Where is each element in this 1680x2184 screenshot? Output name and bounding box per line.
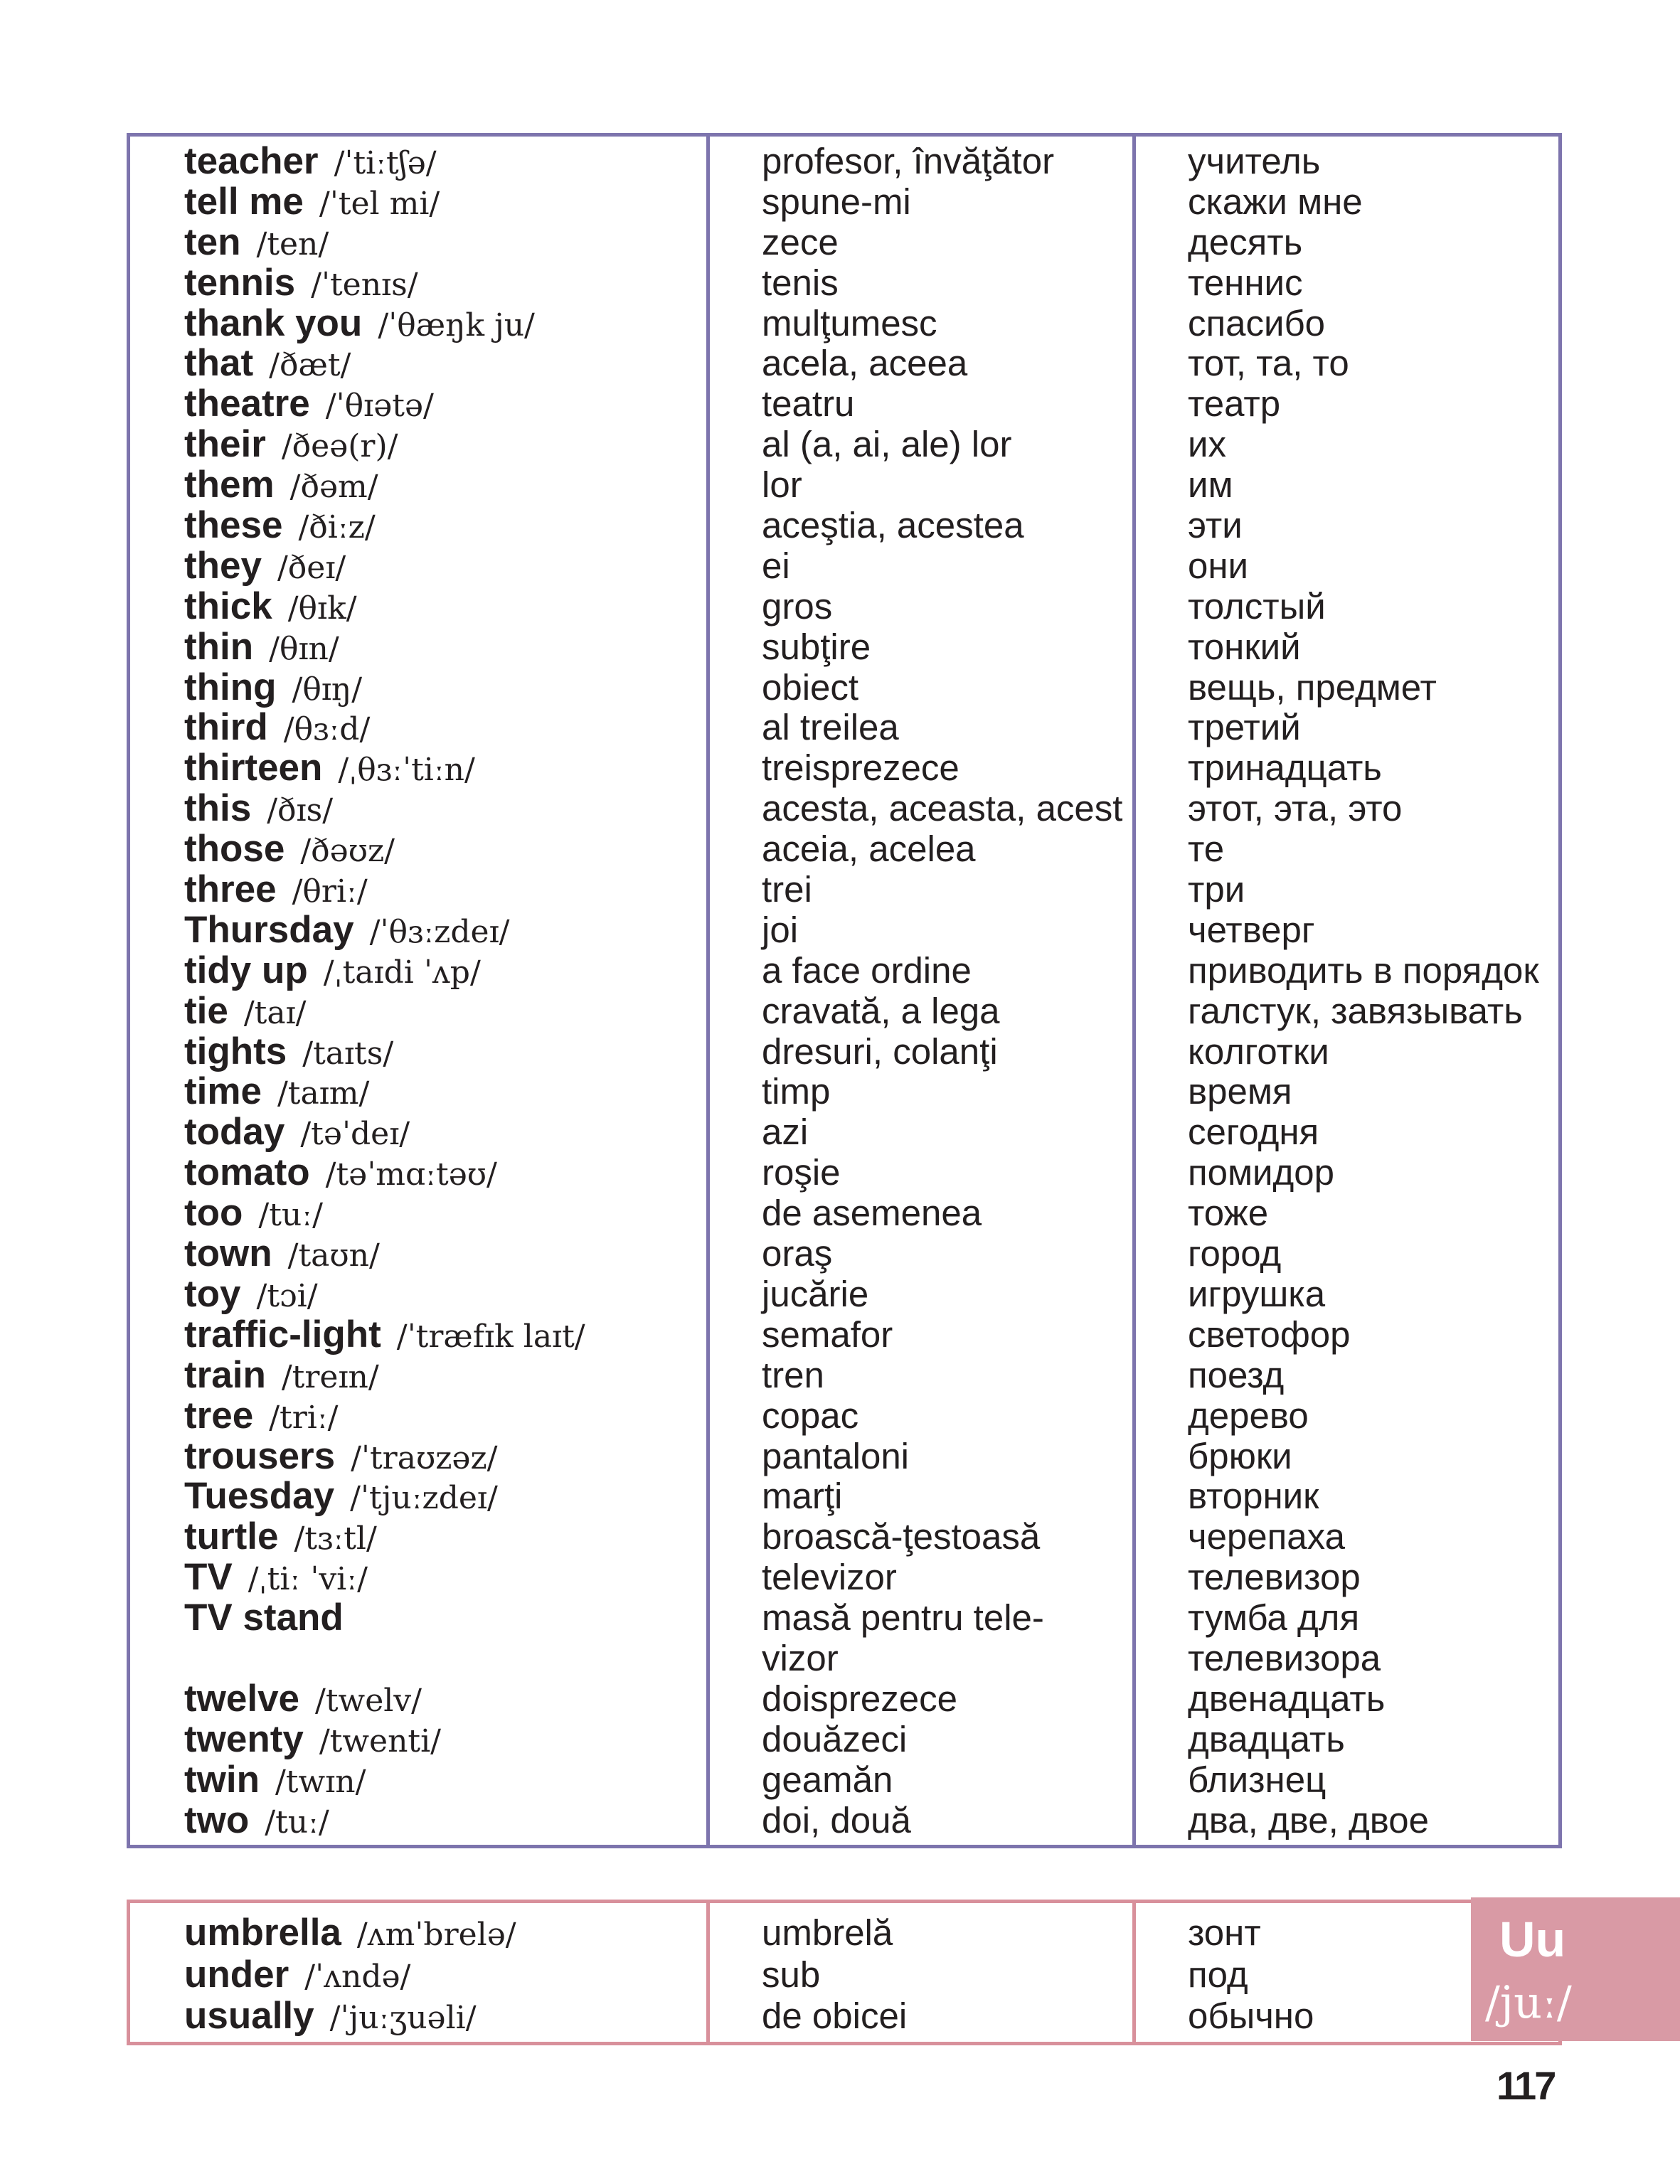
english-word: theatre <box>184 383 310 425</box>
russian-translation: черепаха <box>1188 1516 1345 1557</box>
romanian-translation: teatru <box>762 383 855 425</box>
entry-line <box>184 1912 706 1954</box>
english-word: thin <box>184 625 254 668</box>
romanian-translation: lor <box>762 464 802 506</box>
entry-line <box>184 1072 706 1112</box>
russian-translation: третий <box>1188 707 1301 748</box>
entry-line <box>184 1996 706 2037</box>
romanian-translation: televizor <box>762 1557 897 1598</box>
russian-translation: два, две, двое <box>1188 1799 1429 1841</box>
english-word: thank you <box>184 302 363 344</box>
russian-translation: тоже <box>1188 1193 1269 1234</box>
romanian-translation: umbrelă <box>762 1912 893 1953</box>
romanian-translation: subţire <box>762 626 871 667</box>
russian-translation: эти <box>1188 505 1243 546</box>
romanian-translation: broască-ţestoasă <box>762 1516 1041 1557</box>
ipa-transcription: /ðeə(r)/ <box>281 428 398 465</box>
russian-translation: их <box>1188 424 1226 465</box>
romanian-translation: aceia, acelea <box>762 829 976 870</box>
russian-translation: помидор <box>1188 1152 1335 1193</box>
ipa-transcription: /ˌtaɪdi ˈʌp/ <box>323 954 481 991</box>
english-word: those <box>184 828 285 870</box>
ipa-transcription: /θɪn/ <box>269 630 339 667</box>
entry-line <box>184 263 706 304</box>
romanian-translation: roşie <box>762 1152 841 1193</box>
entry-line <box>184 748 706 789</box>
romanian-translation: al treilea <box>762 707 899 748</box>
romanian-translation: jucărie <box>762 1273 869 1314</box>
entry-line <box>184 1234 706 1274</box>
romanian-translation: ei <box>762 545 790 586</box>
romanian-translation: doi, două <box>762 1799 911 1841</box>
romanian-translation: a face ordine <box>762 949 972 991</box>
entry-line <box>184 384 706 425</box>
russian-translation: телевизор <box>1188 1557 1361 1598</box>
english-word: that <box>184 342 254 385</box>
english-column <box>129 1902 708 2044</box>
english-word: under <box>184 1953 289 1996</box>
entry-line <box>184 182 706 223</box>
russian-translation: скажи мне <box>1188 181 1363 222</box>
ipa-transcription: /twɪn/ <box>275 1763 366 1800</box>
entry-line <box>184 708 706 748</box>
romanian-translation: azi <box>762 1112 809 1153</box>
english-word: time <box>184 1070 262 1113</box>
romanian-translation: dresuri, colanţi <box>762 1030 998 1072</box>
romanian-translation: obiect <box>762 666 859 708</box>
romanian-translation: aceştia, acestea <box>762 505 1024 546</box>
ipa-transcription: /ðeɪ/ <box>277 549 346 586</box>
entry-line <box>184 142 706 182</box>
russian-translation: под <box>1188 1954 1248 1995</box>
romanian-translation: cravată, a lega <box>762 990 1000 1031</box>
english-word: toy <box>184 1272 241 1315</box>
vocabulary-table-t <box>127 133 1562 1848</box>
ipa-transcription: /taɪ/ <box>243 994 307 1031</box>
romanian-translation: mulţumesc <box>762 302 937 343</box>
entry-line <box>184 1112 706 1153</box>
russian-translation: зонт <box>1188 1912 1261 1953</box>
entry-line <box>184 668 706 708</box>
english-word: these <box>184 504 283 547</box>
ipa-transcription: /təˈmɑːtəʊ/ <box>325 1156 497 1193</box>
russian-translation: игрушка <box>1188 1273 1326 1314</box>
ipa-transcription: /tɔi/ <box>256 1277 318 1314</box>
ipa-transcription: /ˈθɪətə/ <box>325 388 434 425</box>
ipa-transcription: /triː/ <box>269 1399 339 1436</box>
english-word: teacher <box>184 140 319 182</box>
russian-translation: они <box>1188 545 1249 586</box>
ipa-transcription: /ˈtræfɪk laɪt/ <box>396 1318 585 1355</box>
english-word: them <box>184 464 275 506</box>
romanian-translation: acesta, aceasta, acest <box>762 788 1123 829</box>
english-word: TV stand <box>184 1597 344 1639</box>
russian-translation: колготки <box>1188 1030 1329 1072</box>
entry-line <box>184 1557 706 1598</box>
entry-line <box>184 1717 706 1760</box>
ipa-transcription: /taɪts/ <box>302 1035 394 1072</box>
romanian-translation: tenis <box>762 262 839 303</box>
ipa-transcription: /taɪm/ <box>277 1075 370 1112</box>
ipa-transcription: /ˌtiː ˈviː/ <box>248 1561 368 1598</box>
romanian-translation: trei <box>762 869 812 910</box>
romanian-translation: tren <box>762 1354 824 1395</box>
romanian-translation: al (a, ai, ale) lor <box>762 424 1012 465</box>
russian-translation: время <box>1188 1071 1292 1112</box>
russian-translation: три <box>1188 869 1245 910</box>
romanian-translation: oraş <box>762 1233 833 1274</box>
ipa-transcription: /θriː/ <box>292 873 368 910</box>
russian-translation: близнец <box>1188 1759 1327 1800</box>
ipa-transcription: /twenti/ <box>319 1722 441 1759</box>
ipa-transcription: /ðəm/ <box>289 469 378 506</box>
romanian-translation: pantaloni <box>762 1435 910 1476</box>
entry-line <box>184 465 706 506</box>
ipa-transcription: /θɪŋ/ <box>292 671 363 708</box>
russian-translation: галстук, завязывать <box>1188 990 1523 1031</box>
russian-translation: десять <box>1188 221 1303 262</box>
english-word: tidy up <box>184 949 308 991</box>
russian-translation: двадцать <box>1188 1718 1345 1759</box>
english-word: tell me <box>184 180 304 223</box>
ipa-transcription: /taʊn/ <box>287 1237 380 1274</box>
russian-translation: четверг <box>1188 909 1315 950</box>
russian-translation: тумба для <box>1188 1597 1360 1639</box>
russian-translation: этот, эта, это <box>1188 788 1403 829</box>
russian-translation: тринадцать <box>1188 747 1382 789</box>
romanian-translation: masă pentru tele- <box>762 1597 1044 1639</box>
romanian-translation: zece <box>762 221 839 262</box>
english-word: ten <box>184 220 241 263</box>
ipa-transcription: /ten/ <box>256 225 329 262</box>
russian-column <box>1134 135 1561 1847</box>
entry-line <box>184 220 706 263</box>
ipa-transcription: /ˈʌndə/ <box>304 1958 411 1995</box>
ipa-transcription: /ˈtenɪs/ <box>311 266 418 303</box>
entry-line <box>184 1476 706 1517</box>
ipa-transcription: /ʌmˈbrelə/ <box>356 1917 516 1953</box>
english-word: thing <box>184 666 277 708</box>
entry-line <box>184 1801 706 1841</box>
english-word: their <box>184 423 266 466</box>
ipa-transcription: /ðɪs/ <box>267 792 334 829</box>
english-word: Thursday <box>184 908 354 951</box>
russian-translation: вторник <box>1188 1476 1319 1517</box>
ipa-transcription: /treɪn/ <box>281 1358 379 1395</box>
english-word: Tuesday <box>184 1475 335 1518</box>
english-word: umbrella <box>184 1912 341 1954</box>
entry-line <box>184 870 706 910</box>
entry-line <box>184 1032 706 1072</box>
english-word: trousers <box>184 1434 336 1477</box>
english-word: traffic-light <box>184 1313 381 1355</box>
russian-translation: обычно <box>1188 1996 1314 2036</box>
letter-u-tab <box>1471 1897 1680 2041</box>
ipa-transcription: /tɜːtl/ <box>294 1520 377 1557</box>
ipa-transcription: /θɜːd/ <box>283 711 371 748</box>
english-word: twin <box>184 1758 260 1801</box>
blank-line <box>184 1639 706 1679</box>
entry-line <box>184 829 706 870</box>
entry-line <box>184 1517 706 1557</box>
russian-translation: светофор <box>1188 1314 1351 1355</box>
ipa-transcription: /ˈtiːtʃə/ <box>334 145 437 181</box>
romanian-translation: doisprezece <box>762 1678 957 1719</box>
english-word: TV <box>184 1556 233 1599</box>
ipa-transcription: /ˈθæŋk ju/ <box>378 307 535 343</box>
entry-line <box>184 1598 706 1639</box>
english-word: this <box>184 787 252 830</box>
ipa-transcription: /tuː/ <box>265 1804 329 1841</box>
romanian-translation: sub <box>762 1954 821 1995</box>
english-word: tennis <box>184 261 296 304</box>
ipa-transcription: /ðəʊz/ <box>300 833 395 870</box>
english-word: two <box>184 1799 250 1841</box>
letter-sound: /juː/ <box>1485 1976 1572 2028</box>
english-word: third <box>184 706 268 749</box>
entry-line <box>184 1274 706 1315</box>
english-word: thick <box>184 585 272 627</box>
ipa-transcription: /ðæt/ <box>269 347 351 384</box>
russian-translation: город <box>1188 1233 1282 1274</box>
romanian-translation: de asemenea <box>762 1193 982 1234</box>
vocabulary-table-u <box>127 1900 1562 2045</box>
entry-line <box>184 627 706 668</box>
entry-line <box>184 1396 706 1437</box>
english-word: tights <box>184 1030 287 1072</box>
romanian-translation: joi <box>762 909 799 950</box>
entry-line <box>184 1355 706 1396</box>
entry-line <box>184 1679 706 1720</box>
ipa-transcription: /ˈtel mi/ <box>319 185 440 222</box>
russian-translation: приводить в порядок <box>1188 949 1539 991</box>
russian-translation: поезд <box>1188 1354 1285 1395</box>
russian-translation: им <box>1188 464 1233 506</box>
english-word: tree <box>184 1394 254 1437</box>
english-word: tie <box>184 989 228 1032</box>
romanian-translation: spune-mi <box>762 181 911 222</box>
romanian-translation: treisprezece <box>762 747 959 789</box>
russian-translation: дерево <box>1188 1395 1309 1436</box>
russian-translation: театр <box>1188 383 1281 425</box>
russian-translation: тот, та, то <box>1188 343 1349 384</box>
romanian-translation: semafor <box>762 1314 893 1355</box>
russian-translation: двенадцать <box>1188 1678 1386 1719</box>
romanian-translation: vizor <box>762 1637 839 1678</box>
ipa-transcription: /ˌθɜːˈtiːn/ <box>338 752 475 789</box>
ipa-transcription: /təˈdeɪ/ <box>300 1116 410 1153</box>
romanian-translation: douăzeci <box>762 1718 908 1759</box>
english-word: today <box>184 1111 285 1154</box>
english-word: twenty <box>184 1717 304 1760</box>
english-word: train <box>184 1353 266 1396</box>
entry-line <box>184 1315 706 1355</box>
english-word: too <box>184 1192 243 1235</box>
letter-heading: Uu <box>1499 1912 1566 1967</box>
entry-line <box>184 951 706 991</box>
ipa-transcription: /θɪk/ <box>287 590 357 627</box>
entry-line <box>184 991 706 1032</box>
romanian-translation: gros <box>762 585 833 627</box>
romanian-translation: profesor, învăţător <box>762 141 1055 181</box>
russian-translation: телевизора <box>1188 1637 1381 1678</box>
romanian-translation: geamăn <box>762 1759 893 1800</box>
entry-line <box>184 1153 706 1193</box>
ipa-transcription: /ˈtjuːzdeɪ/ <box>350 1480 498 1517</box>
entry-line <box>184 546 706 587</box>
ipa-transcription: /ðiːz/ <box>298 509 376 546</box>
romanian-translation: copac <box>762 1395 859 1436</box>
entry-line <box>184 1954 706 1996</box>
romanian-column <box>708 135 1134 1847</box>
russian-translation: теннис <box>1188 262 1303 303</box>
russian-translation: брюки <box>1188 1435 1292 1476</box>
english-word: thirteen <box>184 747 323 789</box>
english-word: twelve <box>184 1677 300 1720</box>
english-word: three <box>184 868 277 911</box>
entry-line <box>184 1760 706 1801</box>
russian-translation: тонкий <box>1188 626 1301 667</box>
english-word: usually <box>184 1995 314 2037</box>
entry-line <box>184 425 706 465</box>
ipa-transcription: /ˈjuːʒuəli/ <box>329 2000 477 2036</box>
russian-translation: те <box>1188 829 1225 870</box>
russian-translation: спасибо <box>1188 302 1326 343</box>
english-word: they <box>184 544 262 587</box>
entry-line <box>184 343 706 384</box>
page-number: 117 <box>1496 2063 1555 2108</box>
ipa-transcription: /ˈtraʊzəz/ <box>351 1439 498 1476</box>
romanian-translation: marţi <box>762 1476 843 1517</box>
romanian-translation: acela, aceea <box>762 343 968 384</box>
entry-line <box>184 789 706 829</box>
russian-translation: учитель <box>1188 141 1321 181</box>
english-word: town <box>184 1232 272 1275</box>
romanian-translation: de obicei <box>762 1996 908 2036</box>
ipa-transcription: /tuː/ <box>258 1197 323 1234</box>
romanian-translation: timp <box>762 1071 831 1112</box>
ipa-transcription: /twelv/ <box>315 1682 422 1719</box>
entry-line <box>184 587 706 627</box>
entry-line <box>184 506 706 546</box>
entry-line <box>184 1434 706 1477</box>
english-word: tomato <box>184 1151 310 1194</box>
entry-line <box>184 1193 706 1234</box>
ipa-transcription: /ˈθɜːzdeɪ/ <box>369 913 510 950</box>
russian-translation: вещь, предмет <box>1188 666 1437 708</box>
entry-line <box>184 304 706 344</box>
russian-translation: сегодня <box>1188 1112 1319 1153</box>
romanian-column <box>708 1902 1134 2044</box>
entry-line <box>184 910 706 951</box>
english-word: turtle <box>184 1516 279 1558</box>
english-column <box>129 135 708 1847</box>
russian-translation: толстый <box>1188 585 1326 627</box>
